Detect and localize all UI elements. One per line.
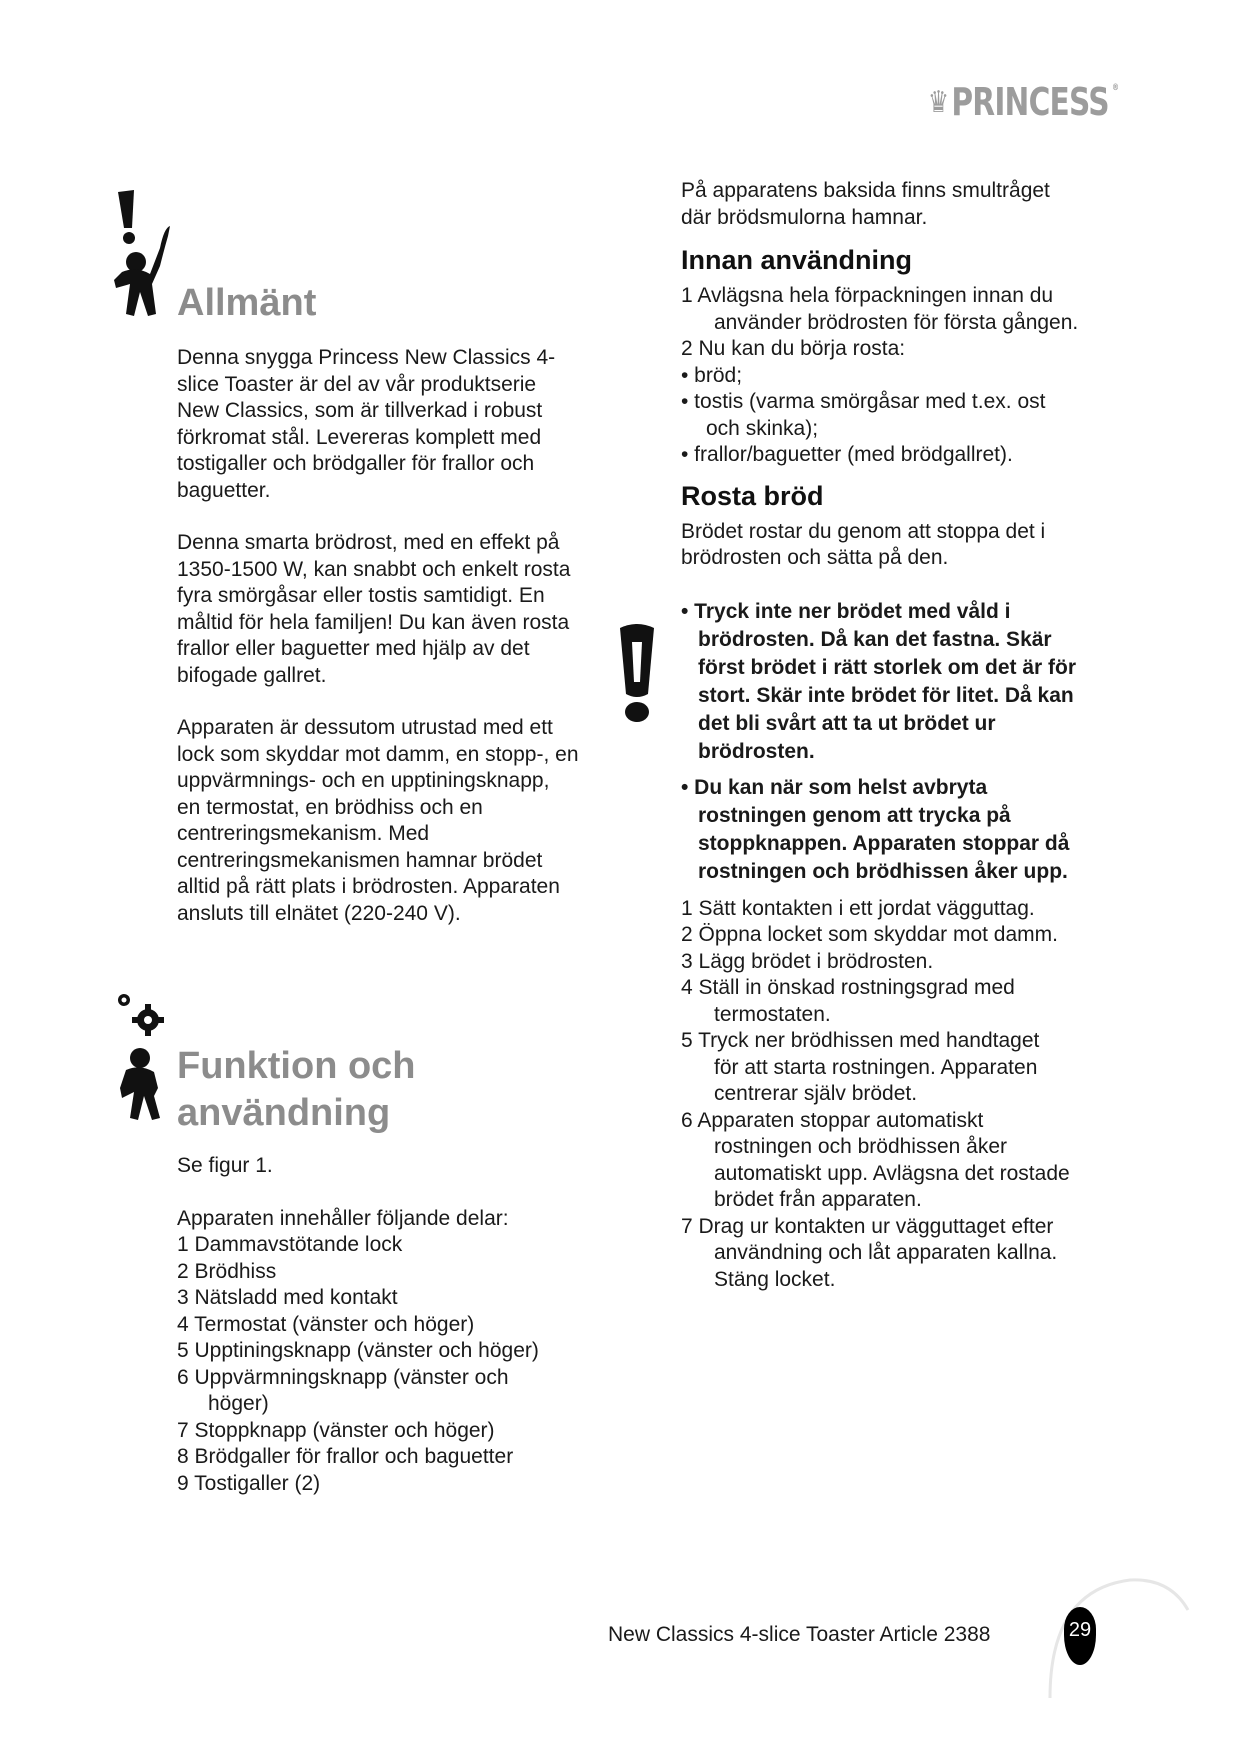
list-item: 2 Brödhiss (177, 1259, 277, 1283)
crown-icon: ♛ (928, 84, 949, 120)
text-line: stort. Skär inte brödet för litet. Då kan (698, 683, 1074, 707)
list-item-continuation: för att starta rostningen. Apparaten (714, 1055, 1038, 1079)
list-item-continuation: brödet från apparaten. (714, 1188, 922, 1211)
text-line: bifogade gallret. (177, 663, 327, 687)
text-line: centreringsmekanism. Med (177, 822, 430, 845)
list-item: 5 Tryck ner brödhissen med handtaget (681, 1029, 1040, 1052)
text-line: rostningen genom att trycka på (698, 803, 1011, 827)
list-item-continuation: termostaten. (714, 1002, 831, 1026)
list-item-continuation: använder brödrosten för första gången. (714, 310, 1079, 334)
exclamation-person-icon (112, 188, 172, 320)
text-line: ansluts till elnätet (220-240 V). (177, 901, 461, 925)
parts-list (177, 1232, 607, 1497)
section-title-function-line2: användning (177, 1092, 391, 1134)
princess-logo (928, 76, 1119, 128)
list-item: 4 Ställ in önskad rostningsgrad med (681, 976, 1015, 999)
list-item: höger) (208, 1392, 269, 1415)
list-item: 3 Lägg brödet i brödrosten. (681, 949, 934, 973)
section-title-general: Allmänt (177, 282, 317, 324)
list-item: 7 Stoppknapp (vänster och höger) (177, 1418, 495, 1442)
text-line: uppvärmnings- och en upptiningsknapp, (177, 769, 550, 792)
text-line: där brödsmulorna hamnar. (681, 205, 928, 229)
text-line: Denna snygga Princess New Classics 4- (177, 346, 556, 369)
bullet-item: • frallor/baguetter (med brödgallret). (681, 443, 1013, 466)
footer-title: New Classics 4-slice Toaster Article 2388 (608, 1623, 991, 1646)
text-line: Denna smarta brödrost, med en effekt på (177, 531, 560, 554)
text-line: en termostat, en brödhiss och en (177, 795, 483, 819)
list-item-continuation: rostningen och brödhissen åker (714, 1135, 1008, 1158)
list-item: 6 Apparaten stoppar automatiskt (681, 1108, 984, 1132)
toast-intro (681, 519, 1121, 572)
list-item: 5 Upptiningsknapp (vänster och höger) (177, 1339, 539, 1362)
list-item: 4 Termostat (vänster och höger) (177, 1312, 475, 1336)
list-item: 7 Drag ur kontakten ur vägguttaget efter (681, 1214, 1054, 1238)
list-item: 2 Nu kan du börja rosta: (681, 337, 906, 360)
decorative-swoosh (1030, 1550, 1190, 1700)
paragraph-intro (177, 345, 607, 504)
text-line: brödrosten och sätta på den. (681, 546, 949, 569)
registered-mark: ® (1111, 83, 1119, 93)
list-item-continuation: Stäng locket. (714, 1267, 836, 1291)
text-line: först brödet i rätt storlek om det är för (698, 655, 1077, 679)
text-line: fyra smörgåsar eller tostis samtidigt. En (177, 584, 545, 607)
list-item-continuation: centrerar själv brödet. (714, 1082, 918, 1105)
text-line: brödrosten. Då kan det fastna. Skär (698, 627, 1052, 651)
text-line: rostningen och brödhissen åker upp. (698, 859, 1068, 883)
parts-intro: Apparaten innehåller följande delar: (177, 1206, 509, 1230)
paragraph-power (177, 530, 607, 689)
paragraph-features (177, 715, 607, 927)
text-line: New Classics, som är tillverkad i robust (177, 399, 543, 422)
text-line: Apparaten är dessutom utrustad med ett (177, 716, 553, 739)
text-line: På apparatens baksida finns smultråget (681, 179, 1050, 202)
list-item: 6 Uppvärmningsknapp (vänster och (177, 1365, 509, 1389)
warning-force (681, 598, 1121, 766)
text-line: måltid för hela familjen! Du kan även rosta (177, 610, 570, 634)
list-item: 8 Brödgaller för frallor och baguetter (177, 1445, 514, 1468)
section-title-before-use: Innan användning (681, 245, 913, 275)
text-line: slice Toaster är del av vår produktserie (177, 372, 537, 396)
list-item-continuation: användning och låt apparaten kallna. (714, 1241, 1058, 1264)
text-line: 1350-1500 W, kan snabbt och enkelt rosta (177, 557, 571, 581)
text-line: brödrosten. (698, 739, 815, 763)
logo-text: PRINCESS (951, 80, 1109, 124)
list-item: 3 Nätsladd med kontakt (177, 1286, 398, 1309)
bullet-item: • tostis (varma smörgåsar med t.ex. ost (681, 390, 1046, 413)
text-line: lock som skyddar mot damm, en stopp-, en (177, 742, 579, 766)
text-line: alltid på rätt plats i brödrosten. Apparaten (177, 875, 560, 898)
toast-steps (681, 896, 1121, 1294)
text-line: frallor eller baguetter med hjälp av det (177, 637, 530, 660)
text-line: centreringsmekanismen hamnar brödet (177, 848, 543, 872)
list-item: 1 Sätt kontakten i ett jordat vägguttag. (681, 896, 1035, 920)
bullet-item: • bröd; (681, 363, 743, 387)
left-column (177, 280, 607, 1497)
before-use-list (681, 283, 1121, 469)
list-item: 1 Dammavstötande lock (177, 1233, 403, 1256)
gear-person-icon (114, 992, 174, 1124)
text-line: baguetter. (177, 478, 271, 502)
text-line: förkromat stål. Levereras komplett med (177, 425, 542, 449)
list-item: 2 Öppna locket som skyddar mot damm. (681, 923, 1058, 946)
text-line: stoppknappen. Apparaten stoppar då (698, 831, 1070, 855)
page-number: 29 (1064, 1607, 1096, 1665)
list-item: 1 Avlägsna hela förpackningen innan du (681, 284, 1054, 307)
text-line: tostigaller och brödgaller för frallor och (177, 452, 535, 475)
crumb-tray-text (681, 178, 1121, 231)
right-column (681, 178, 1121, 1293)
text-line: Brödet rostar du genom att stoppa det i (681, 519, 1046, 543)
text-line: det bli svårt att ta ut brödet ur (698, 711, 996, 735)
list-item-continuation: automatiskt upp. Avlägsna det rostade (714, 1161, 1070, 1185)
section-title-toast: Rosta bröd (681, 480, 824, 511)
bullet-item-continuation: och skinka); (706, 416, 819, 440)
text-line: • Tryck inte ner brödet med våld i (681, 599, 1011, 623)
text-line: • Du kan när som helst avbryta (681, 775, 988, 799)
section-function (177, 1043, 607, 1497)
section-title-function-line1: Funktion och (177, 1045, 416, 1087)
warning-exclamation-icon (614, 624, 660, 724)
warning-stop (681, 774, 1121, 886)
see-figure-text: Se figur 1. (177, 1154, 273, 1177)
list-item: 9 Tostigaller (2) (177, 1471, 321, 1495)
